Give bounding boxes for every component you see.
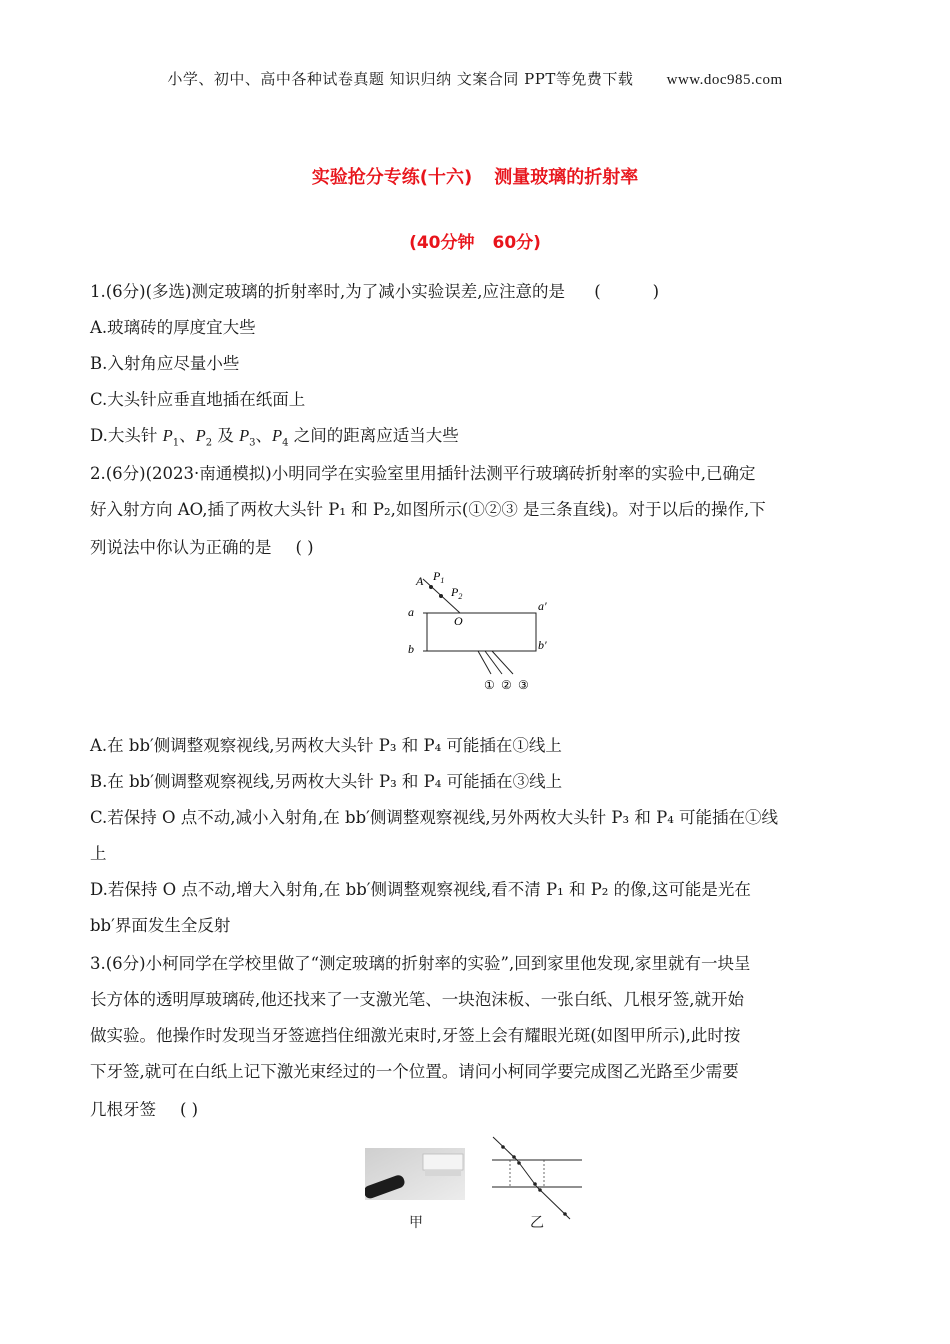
title-main: 实验抢分专练(十六) (311, 167, 473, 188)
line-1 (478, 651, 491, 674)
q3-line5-wrap (90, 1096, 198, 1120)
figure-yi-diagram (488, 1135, 588, 1220)
q2-paren: ( ) (295, 538, 314, 557)
q1-d-p1: P (162, 426, 173, 445)
q1-d-p2: P (195, 426, 206, 445)
q1-paren-right: ) (652, 282, 660, 301)
q3-line4: 下牙签,就可在白纸上记下激光束经过的一个位置。请问小柯同学要完成图乙光路至少需要 (90, 1062, 739, 1081)
q1-d-s3: 3 (249, 437, 256, 449)
label-circle-3: ③ (518, 678, 529, 692)
q2-option-d2: bb′界面发生全反射 (90, 916, 231, 935)
q3-line5: 几根牙签 (90, 1100, 156, 1119)
q2-option-c2: 上 (90, 844, 107, 863)
q3-line1: 3.(6分)小柯同学在学校里做了“测定玻璃的折射率的实验”,回到家里他发现,家里就有一块呈 (90, 954, 751, 973)
q1-option-c: C.大头针应垂直地插在纸面上 (90, 390, 306, 409)
subtitle-time: (40分钟 (409, 233, 475, 253)
q2-option-d1: D.若保持 O 点不动,增大入射角,在 bb′侧调整观察视线,看不清 P₁ 和 P₂ 的像,这可能是光在 (90, 880, 751, 899)
title-topic: 测量玻璃的折射率 (494, 167, 639, 188)
label-b: b (408, 642, 414, 656)
label-a: a (408, 605, 414, 619)
label-O: O (454, 614, 463, 628)
q1-d-s4: 4 (282, 437, 289, 449)
q2-line2: 好入射方向 AO,插了两枚大头针 P₁ 和 P₂,如图所示(①②③ 是三条直线)。对于以后的操作,下 (90, 500, 766, 519)
figure-jia-photo (365, 1148, 465, 1200)
q1-d-post: 之间的距离应适当大些 (288, 426, 459, 445)
label-P1: $P_1$ (433, 569, 445, 585)
q1-d-pre: D.大头针 (90, 426, 163, 445)
q1-d-sep2: 、 (255, 426, 273, 445)
q1-option-b: B.入射角应尽量小些 (90, 354, 240, 373)
q1-stem: 1.(6分)(多选)测定玻璃的折射率时,为了减小实验误差,应注意的是 (90, 282, 565, 301)
q2-figure (395, 565, 570, 695)
q1-d-p3: P (239, 426, 250, 445)
label-a-prime: a′ (538, 599, 547, 613)
q1-d-sep1: 、 (179, 426, 196, 445)
q1-stem-line (90, 278, 659, 302)
q1-d-s1: 1 (172, 437, 180, 449)
q2-option-a: A.在 bb′侧调整观察视线,另两枚大头针 P₃ 和 P₄ 可能插在①线上 (90, 736, 562, 755)
q2-line1: 2.(6分)(2023·南通模拟)小明同学在实验室里用插针法测平行玻璃砖折射率的实验中,已确定 (90, 464, 756, 483)
q1-option-a: A.玻璃砖的厚度宜大些 (90, 318, 256, 337)
label-A: A (416, 574, 424, 588)
glass-block (427, 613, 536, 651)
line-2 (485, 651, 502, 674)
label-circle-1: ① (484, 678, 495, 692)
figure-jia-label: 甲 (409, 1215, 423, 1231)
header-text: 小学、初中、高中各种试卷真题 知识归纳 文案合同 PPT等免费下载 (167, 70, 634, 88)
pin-p1-dot (429, 585, 433, 589)
q2-option-b: B.在 bb′侧调整观察视线,另两枚大头针 P₃ 和 P₄ 可能插在③线上 (90, 772, 563, 791)
q3-paren: ( ) (180, 1100, 199, 1119)
q1-d-p4: P (272, 426, 283, 445)
q1-paren-left: ( (594, 282, 601, 301)
label-circle-2: ② (501, 678, 512, 692)
pin-p2-dot (439, 594, 443, 598)
line-3 (492, 651, 513, 674)
q2-option-c1: C.若保持 O 点不动,减小入射角,在 bb′侧调整观察视线,另外两枚大头针 P₃ 和 P₄ 可能插在①线 (90, 808, 779, 827)
q1-d-s2: 2 (205, 437, 213, 449)
page-header (0, 68, 950, 89)
q2-line3-wrap (90, 534, 314, 558)
figure-yi-label: 乙 (530, 1215, 544, 1231)
page-subtitle (0, 228, 950, 253)
label-P2: $P_2$ (451, 585, 463, 601)
q3-line2: 长方体的透明厚玻璃砖,他还找来了一支激光笔、一块泡沫板、一张白纸、几根牙签,就开始 (90, 990, 744, 1009)
q1-d-and: 及 (212, 426, 240, 445)
label-b-prime: b′ (538, 638, 547, 652)
subtitle-score: 60分) (492, 233, 541, 253)
page-title (0, 163, 950, 189)
q1-option-d (90, 422, 459, 448)
header-site: www.doc985.com (666, 72, 783, 88)
q3-line3: 做实验。他操作时发现当牙签遮挡住细激光束时,牙签上会有耀眼光斑(如图甲所示),此时按 (90, 1026, 741, 1045)
q2-line3: 列说法中你认为正确的是 (90, 538, 272, 557)
